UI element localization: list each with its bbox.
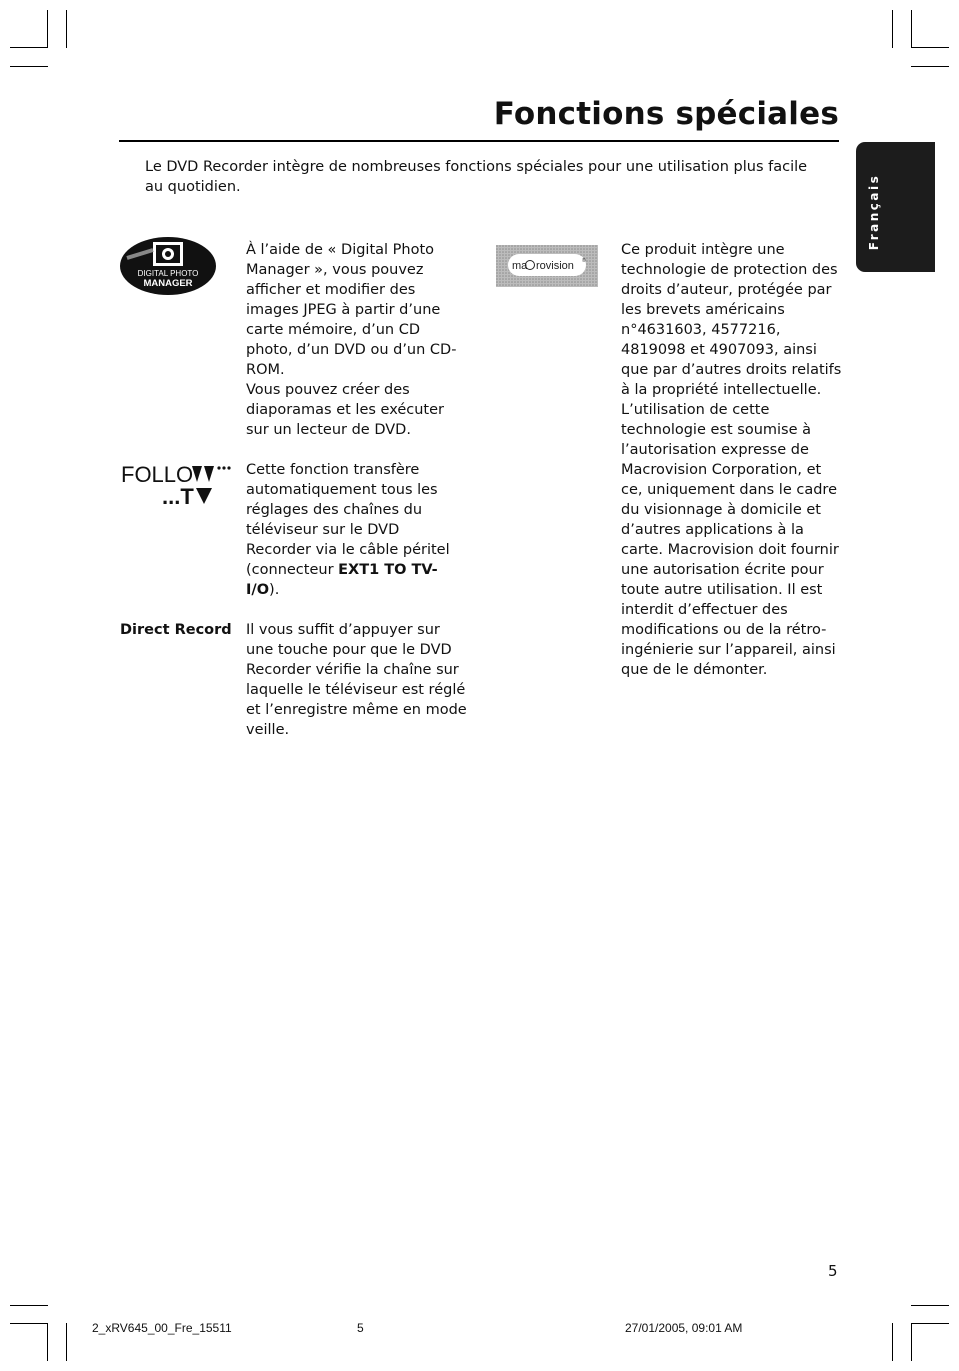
crop-mark <box>10 66 48 67</box>
digital-photo-manager-logo <box>119 236 217 296</box>
registered-mark: ® <box>582 258 586 264</box>
crop-mark <box>47 10 48 48</box>
crop-mark <box>911 1305 949 1306</box>
follow-tv-description <box>246 460 468 600</box>
crop-mark <box>911 47 949 48</box>
follow-tv-logo-line2: ...T <box>162 484 194 509</box>
dpm-logo-line2: MANAGER <box>143 278 193 289</box>
title-divider <box>119 140 839 142</box>
language-tab <box>856 142 935 272</box>
crop-mark <box>911 66 949 67</box>
macrovision-logo-text2: rovision <box>536 260 574 272</box>
page-number: 5 <box>828 1262 838 1280</box>
page-title: Fonctions spéciales <box>493 96 839 132</box>
footer-page: 5 <box>357 1321 364 1335</box>
follow-tv-text-end: ). <box>269 582 280 598</box>
direct-record-description: Il vous suffit d’appuyer sur une touche pour que le DVD Recorder vérifie la chaîne sur laquelle le téléviseur est réglé et l’enregistre même en mode veille. <box>246 622 467 738</box>
dpm-description-1: À l’aide de « Digital Photo Manager », vous pouvez afficher et modifier des images JPEG à partir d’une carte mémoire, d’un CD photo, d’un DVD ou d’un CD-ROM. <box>246 242 457 378</box>
macrovision-logo-text: ma <box>512 260 528 272</box>
crop-mark <box>892 10 893 48</box>
footer-datetime: 27/01/2005, 09:01 AM <box>625 1321 743 1335</box>
follow-tv-logo-line1: FOLLO <box>121 462 194 487</box>
language-tab-label: Français <box>867 173 881 251</box>
crop-mark <box>47 1323 48 1361</box>
crop-mark <box>911 1323 949 1324</box>
crop-mark <box>892 1323 893 1361</box>
crop-mark <box>10 1305 48 1306</box>
crop-mark <box>10 47 48 48</box>
crop-mark <box>911 1323 912 1361</box>
footer-file: 2_xRV645_00_Fre_15511 <box>92 1321 232 1335</box>
connector-name: EXT1 TO TV-I/O <box>246 562 438 598</box>
crop-mark <box>911 10 912 48</box>
follow-tv-logo <box>120 460 235 510</box>
direct-record-label: Direct Record <box>120 622 232 638</box>
dpm-description <box>246 240 468 440</box>
follow-tv-text: Cette fonction transfère automatiquement tous les réglages des chaînes du téléviseur sur le DVD Recorder via le câble péritel (connecteur <box>246 462 450 578</box>
dpm-description-2: Vous pouvez créer des diaporamas et les exécuter sur un lecteur de DVD. <box>246 382 444 438</box>
crop-mark <box>66 10 67 48</box>
crop-mark <box>10 1323 48 1324</box>
macrovision-description: Ce produit intègre une technologie de protection des droits d’auteur, protégée par les brevets américains n°4631603, 4577216, 4819098 et 4907093, ainsi que par d’autres droits relatifs à la propriété intellectuelle. L’utilisation de cette technologie est soumise à l’autorisation expresse de Macrovision Corporation, et ce, uniquement dans le cadre du visionnage à domicile et d’autres applications à la carte. Macrovision doit fournir une autorisation écrite pour toute autre utilisation. Il est interdit d’effectuer des modifications ou de la rétro-ingénierie sur l’appareil, ainsi que de le démonter. <box>621 242 842 678</box>
dpm-logo-line1: DIGITAL PHOTO <box>137 269 199 278</box>
intro-paragraph: Le DVD Recorder intègre de nombreuses fonctions spéciales pour une utilisation plus facile au quotidien. <box>145 159 808 195</box>
crop-mark <box>66 1323 67 1361</box>
macrovision-logo <box>496 245 598 287</box>
